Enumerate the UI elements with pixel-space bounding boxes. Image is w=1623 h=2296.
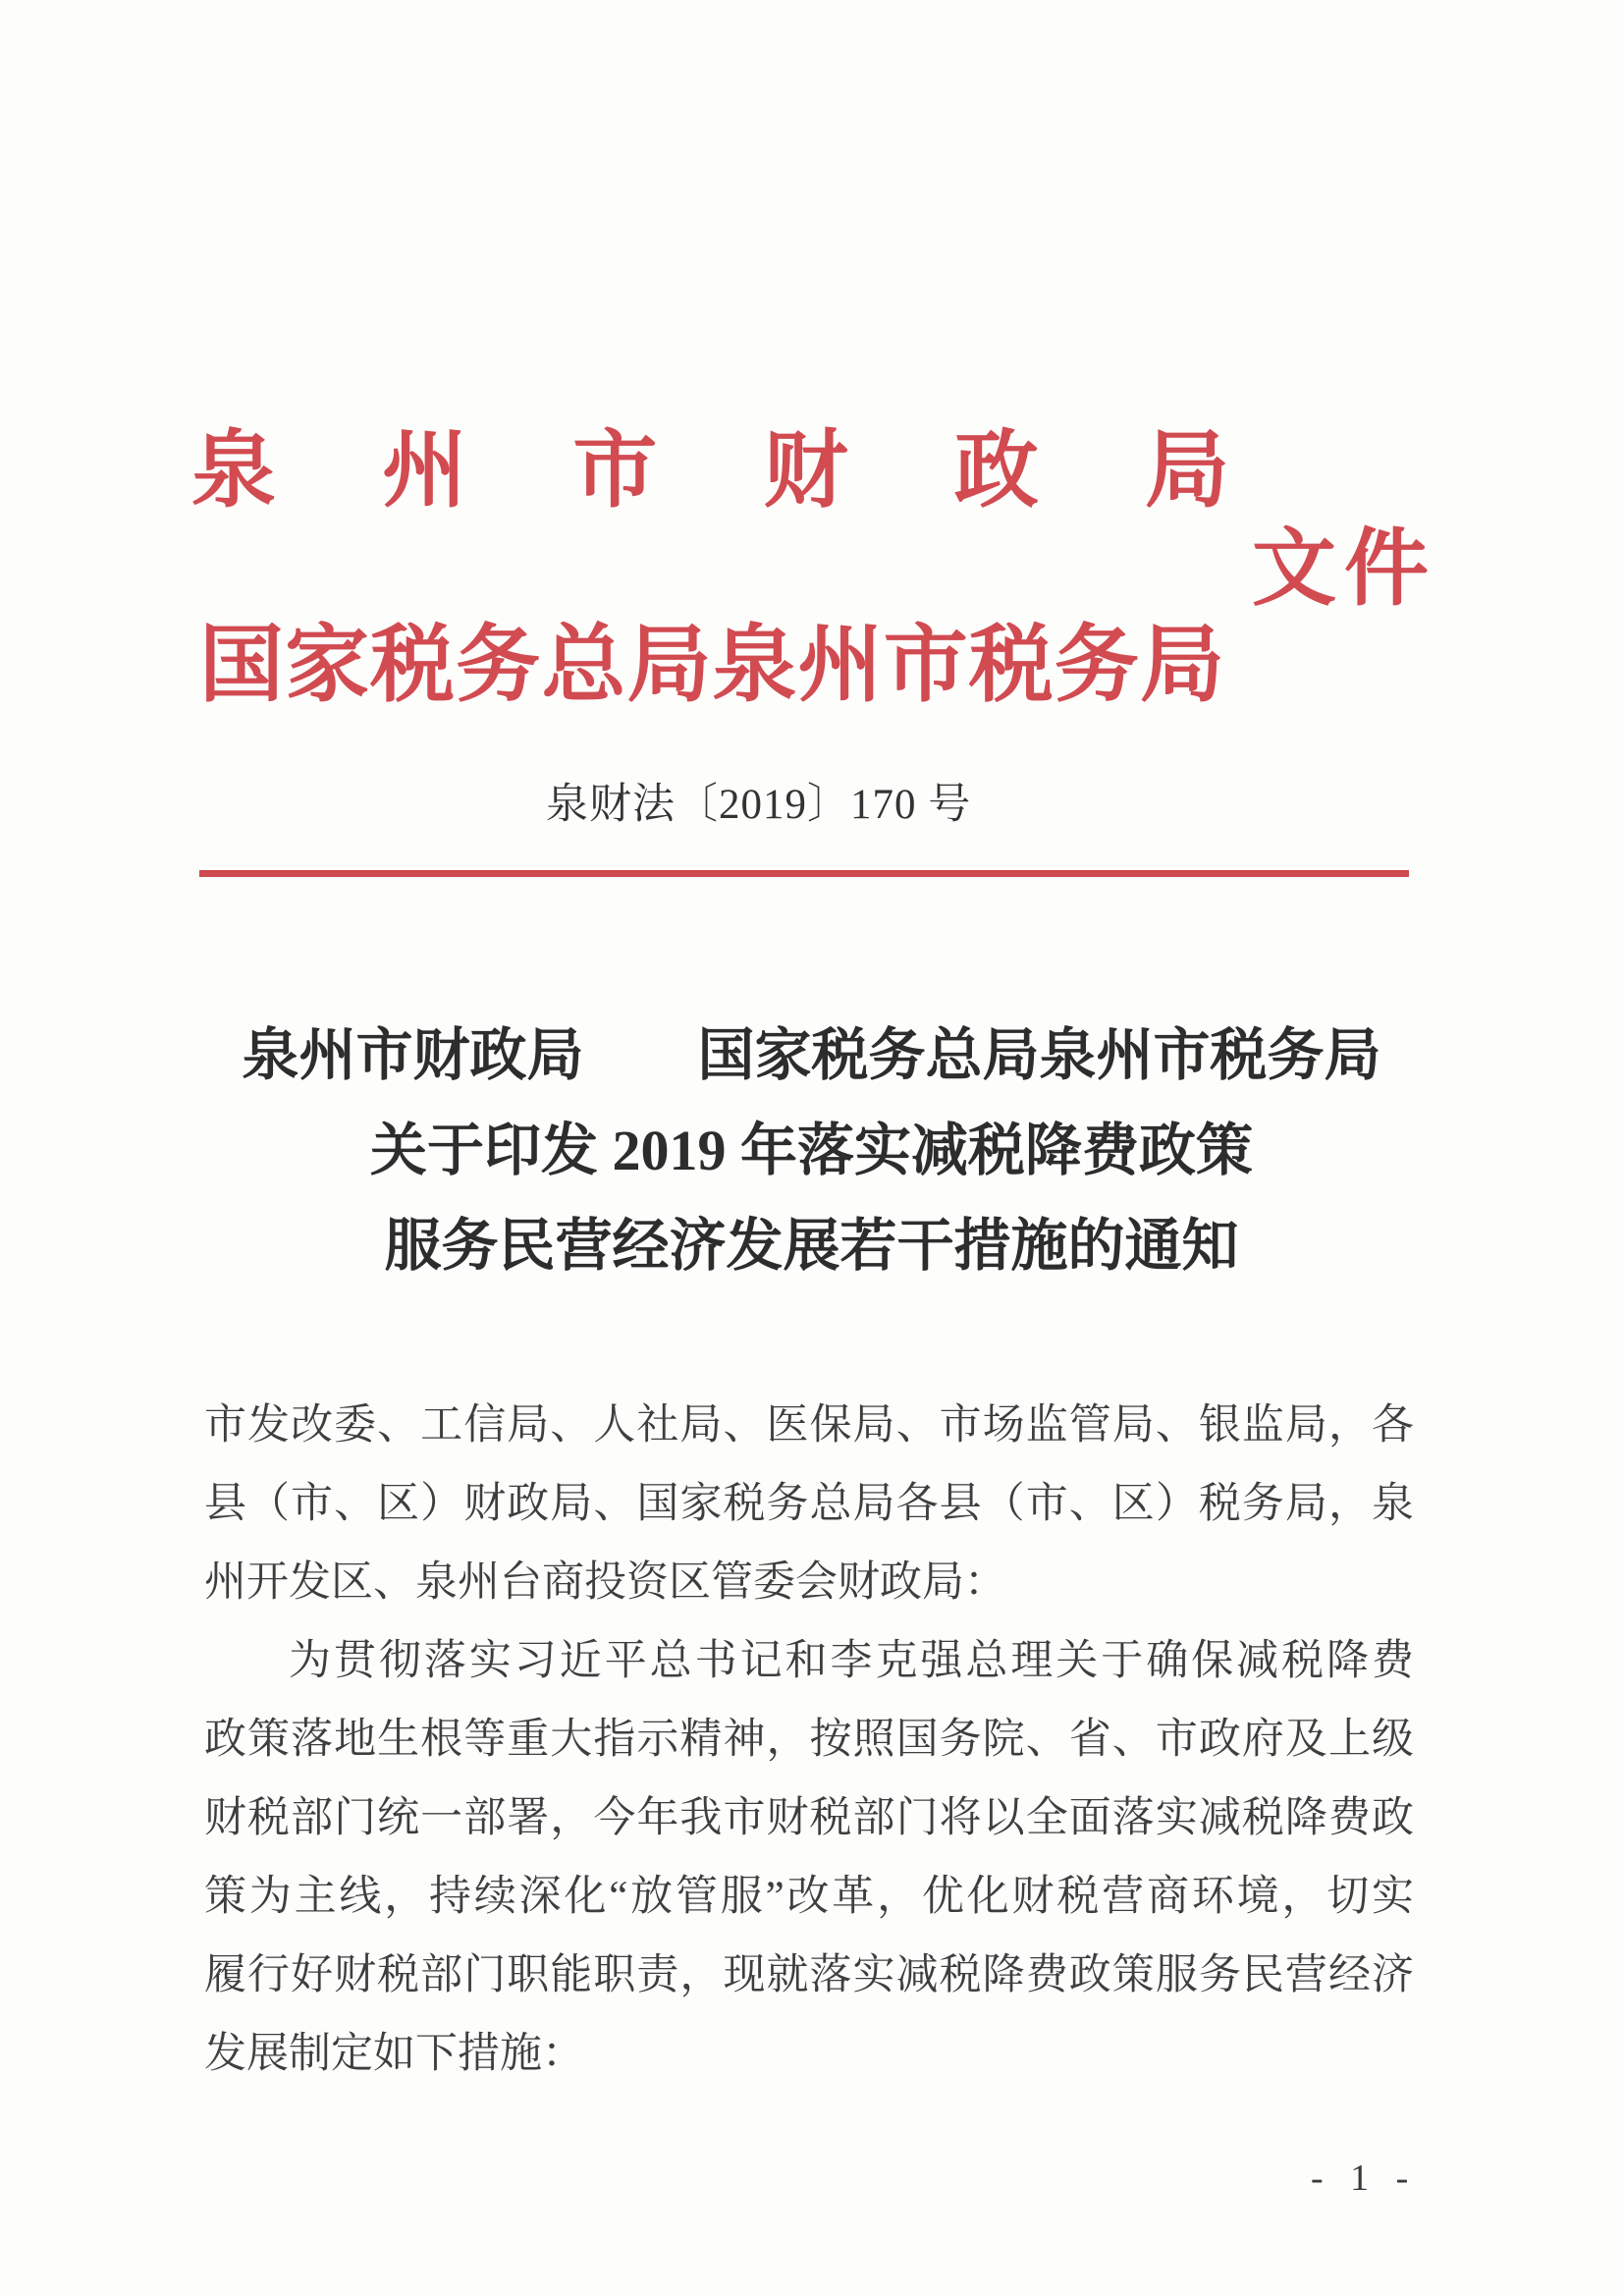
title-line-3: 服务民营经济发展若干措施的通知 (384, 1214, 1239, 1278)
red-divider-line (199, 870, 1409, 877)
letterhead-document-type-label: 文件 (1252, 521, 1429, 616)
body-line-6: 财税部门统一部署，今年我市财税部门将以全面落实减税降费政 (204, 1795, 1414, 1841)
body-line-2: 县（市、区）财政局、国家税务总局各县（市、区）税务局，泉 (204, 1481, 1414, 1527)
title-line-1: 泉州市财政局 国家税务总局泉州市税务局 (242, 1023, 1381, 1087)
title-line-2: 关于印发 2019 年落实减税降费政策 (369, 1119, 1253, 1182)
body-line-3: 州开发区、泉州台商投资区管委会财政局： (204, 1559, 1006, 1606)
letterhead-agency-tax-bureau: 国家税务总局泉州市税务局 (199, 618, 1224, 712)
document-body (204, 1387, 1414, 2094)
body-line-4: 为贯彻落实习近平总书记和李克强总理关于确保减税降费 (289, 1638, 1414, 1684)
body-line-1: 市发改委、工信局、人社局、医保局、市场监管局、银监局，各 (204, 1402, 1414, 1449)
document-title (0, 1008, 1623, 1293)
letterhead-agency-finance-bureau: 泉州市财政局 (191, 423, 1229, 518)
document-number: 泉财法〔2019〕170 号 (546, 782, 972, 828)
page-number: - 1 - (1311, 2158, 1418, 2199)
body-line-9: 发展制定如下措施： (204, 2031, 584, 2077)
body-line-5: 政策落地生根等重大指示精神，按照国务院、省、市政府及上级 (204, 1717, 1414, 1763)
body-line-7: 策为主线，持续深化“放管服”改革，优化财税营商环境，切实 (204, 1874, 1414, 1920)
body-line-8: 履行好财税部门职能职责，现就落实减税降费政策服务民营经济 (204, 1952, 1414, 1998)
